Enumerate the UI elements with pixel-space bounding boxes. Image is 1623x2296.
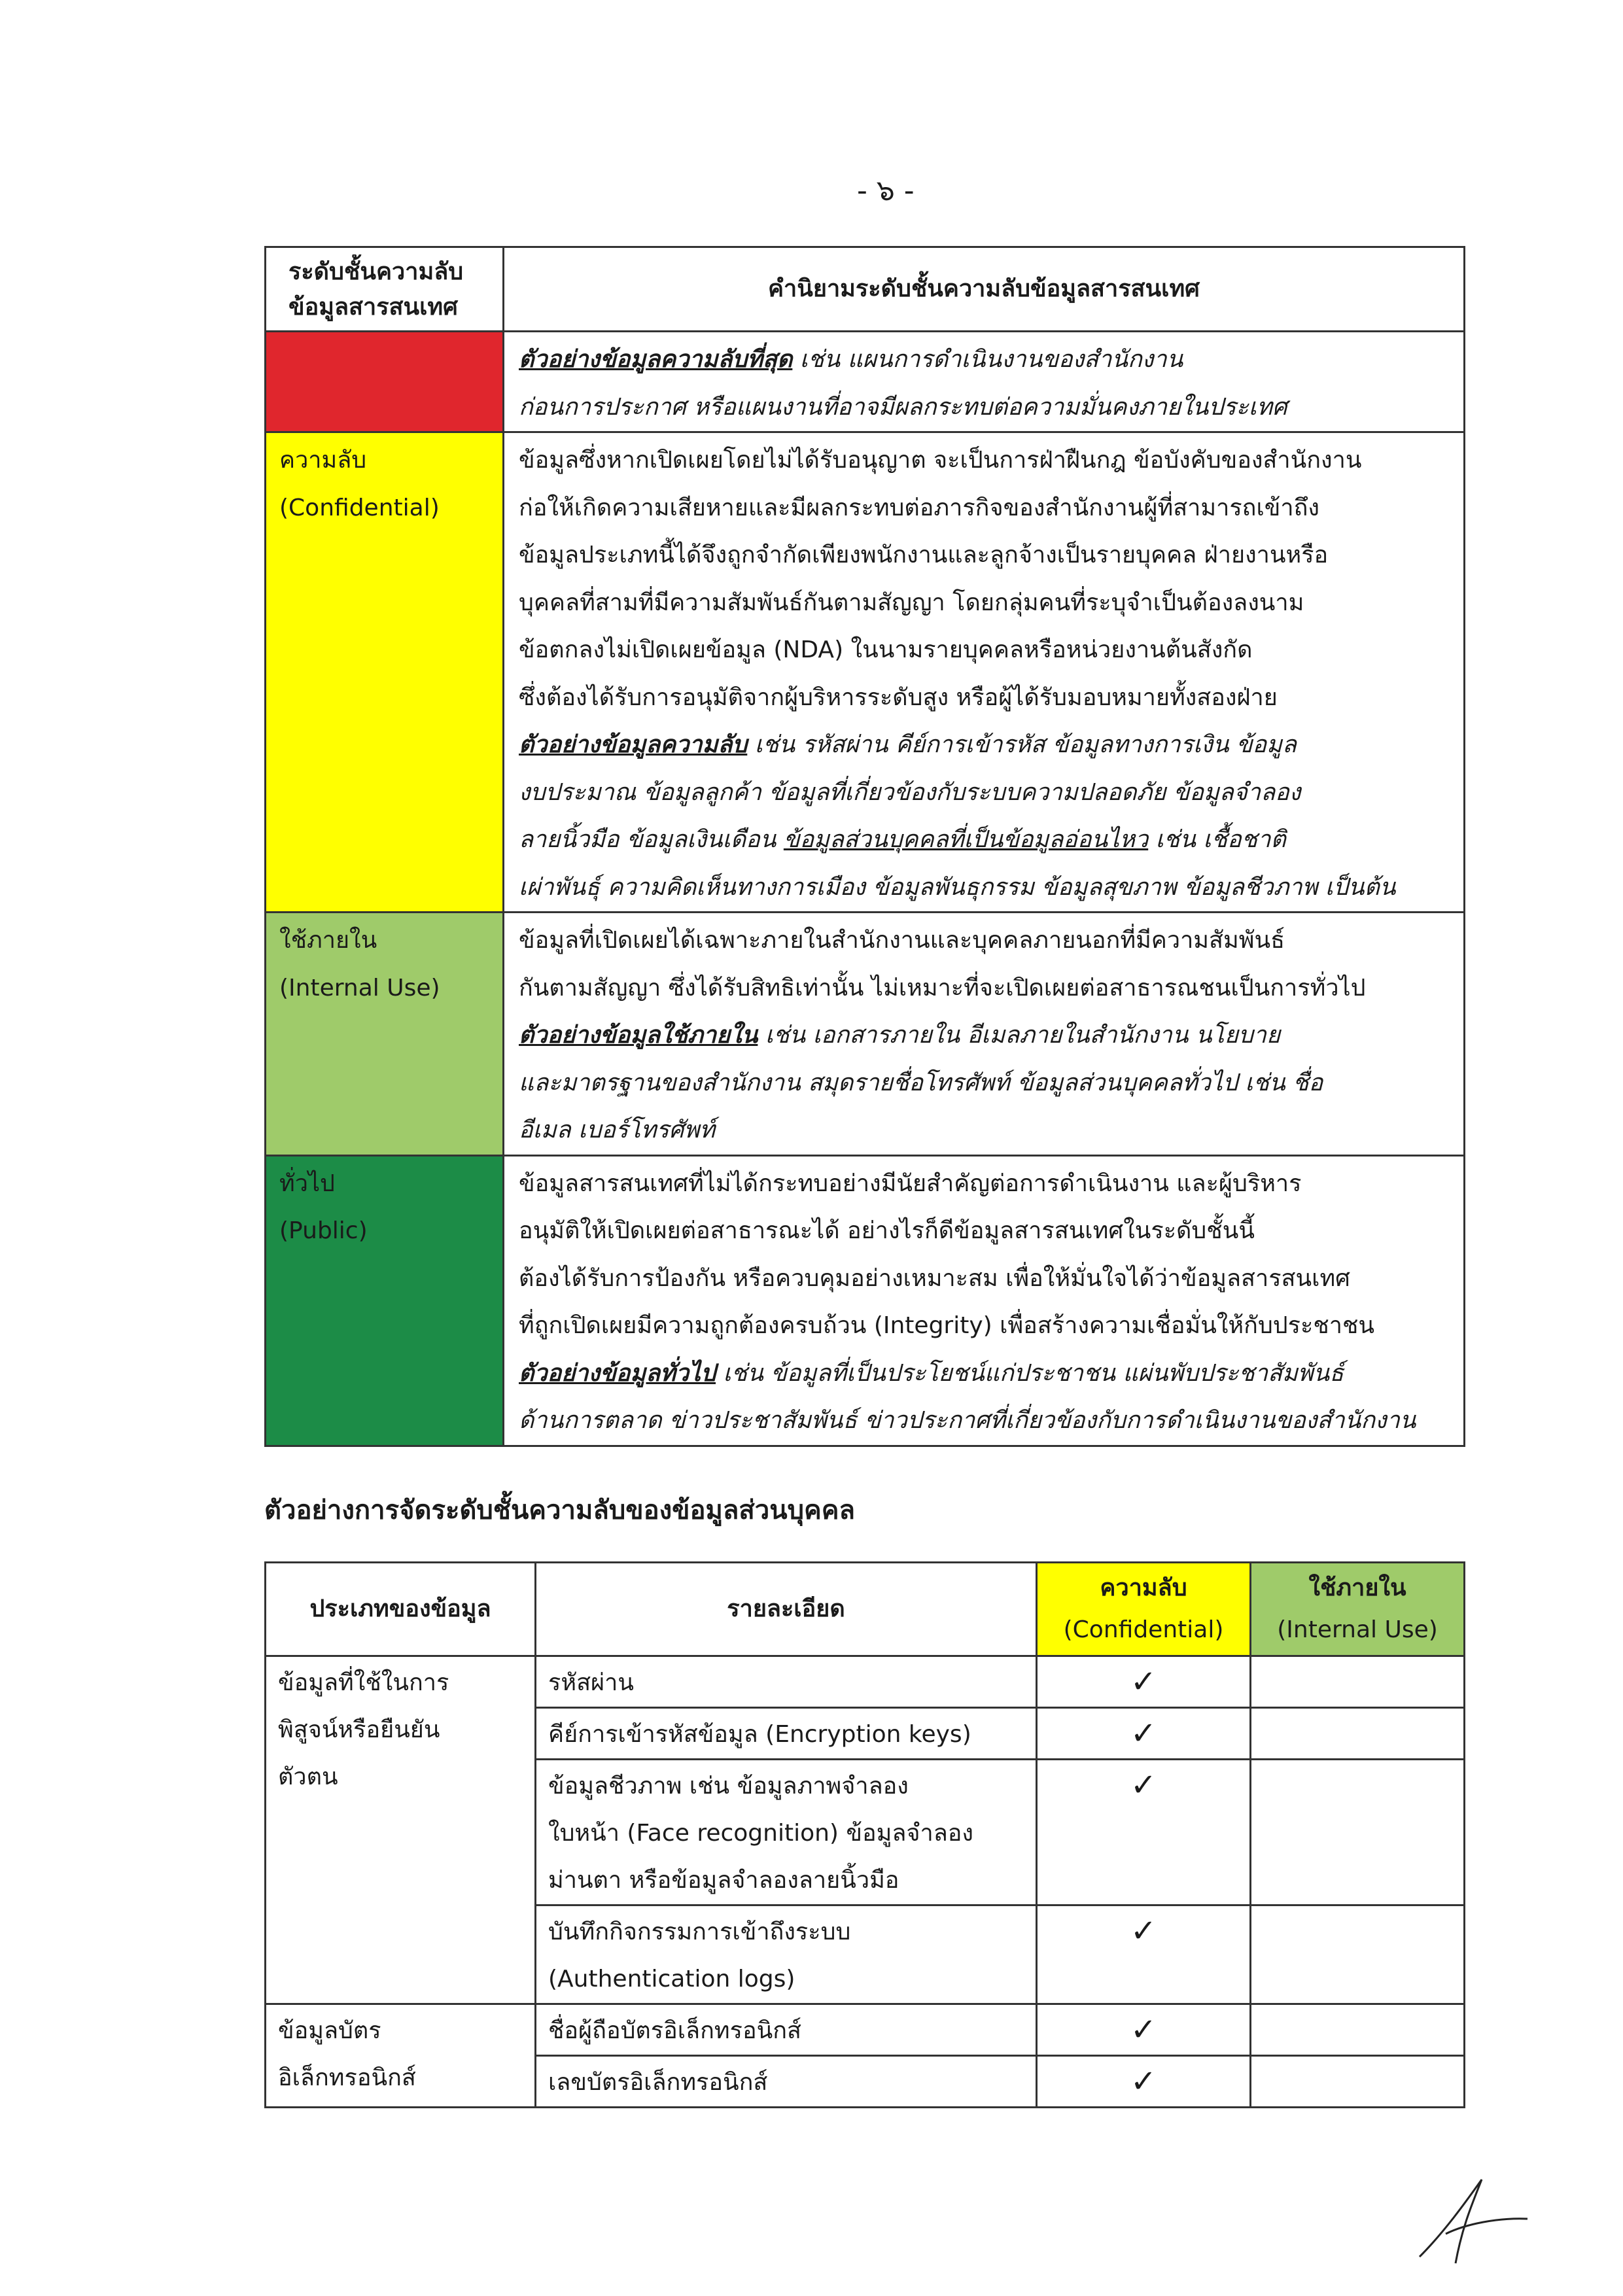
check-mark-icon: ✓ bbox=[1037, 1760, 1251, 1905]
definition-cell-top-secret: ตัวอย่างข้อมูลความลับที่สุด เช่น แผนการดำเนินงานของสำนักงาน ก่อนการประกาศ หรือแผนงานที่อาจมีผลกระทบต่อความมั่นคงภายในประเทศ bbox=[504, 332, 1465, 432]
sensitive-data-label: ข้อมูลส่วนบุคคลที่เป็นข้อมูลอ่อนไหว bbox=[783, 826, 1149, 853]
level-name: ใช้ภายใน bbox=[279, 927, 377, 954]
internal-cell-empty bbox=[1251, 1656, 1465, 1708]
row-confidential bbox=[266, 432, 1465, 913]
table-header-row bbox=[266, 1563, 1465, 1656]
level-name: ความลับ bbox=[279, 447, 367, 474]
level-en: (Public) bbox=[279, 1217, 368, 1244]
section-title: ตัวอย่างการจัดระดับชั้นความลับของข้อมูลส่วนบุคคล bbox=[264, 1495, 856, 1525]
check-mark-icon: ✓ bbox=[1037, 2056, 1251, 2108]
check-mark-icon: ✓ bbox=[1037, 1656, 1251, 1708]
header-definition-cell: คำนิยามระดับชั้นความลับข้อมูลสารสนเทศ bbox=[504, 247, 1465, 332]
definition-cell-public: ข้อมูลสารสนเทศที่ไม่ได้กระทบอย่างมีนัยสำคัญต่อการดำเนินงาน และผู้บริหาร อนุมัติให้เปิดเผยต่อสาธารณะได้ อย่างไรก็ดีข้อมูลสารสนเทศในระดับชั้นนี้ ต้องได้รับการป้องกัน หรือควบคุมอย่างเหมาะสม เพื่อให้มั่นใจได้ว่าข้อมูลสารสนเทศ ที่ถูกเปิดเผยมีความถูกต้องครบถ้วน (Integrity) เพื่อสร้างความเชื่อมั่นให้กับประชาชน ตัวอย่างข้อมูลทั่วไป เช่น ข้อมูลที่เป็นประโยชน์แก่ประชาชน แผ่นพับประชาสัมพันธ์ ด้านการตลาด ข่าวประชาสัมพันธ์ ข่าวประกาศที่เกี่ยวข้องกับการดำเนินงานของสำนักงาน bbox=[504, 1155, 1465, 1446]
internal-cell-empty bbox=[1251, 1708, 1465, 1760]
classification-definition-table bbox=[264, 246, 1465, 1447]
level-en: (Confidential) bbox=[279, 494, 440, 521]
table-row bbox=[266, 1656, 1465, 1708]
example-label: ตัวอย่างข้อมูลทั่วไป bbox=[519, 1359, 716, 1387]
header-type: ประเภทของข้อมูล bbox=[266, 1563, 536, 1656]
example-label: ตัวอย่างข้อมูลความลับที่สุด bbox=[519, 346, 793, 373]
internal-cell-empty bbox=[1251, 1760, 1465, 1905]
detail-cell: คีย์การเข้ารหัสข้อมูล (Encryption keys) bbox=[536, 1708, 1037, 1760]
detail-cell: ข้อมูลชีวภาพ เช่น ข้อมูลภาพจำลอง ใบหน้า (Face recognition) ข้อมูลจำลอง ม่านตา หรือข้อมูลจำลองลายนิ้วมือ bbox=[536, 1760, 1037, 1905]
table-row bbox=[266, 2004, 1465, 2056]
level-en: (Internal Use) bbox=[279, 974, 440, 1001]
page-number: - ๖ - bbox=[857, 174, 915, 207]
category-cell: ข้อมูลบัตร อิเล็กทรอนิกส์ bbox=[266, 2004, 536, 2108]
internal-cell-empty bbox=[1251, 2004, 1465, 2056]
personal-data-classification-table bbox=[264, 1561, 1465, 2108]
row-public bbox=[266, 1155, 1465, 1446]
detail-cell: บันทึกกิจกรรมการเข้าถึงระบบ (Authentication logs) bbox=[536, 1905, 1037, 2004]
internal-cell-empty bbox=[1251, 2056, 1465, 2108]
row-top-secret bbox=[266, 332, 1465, 432]
row-internal-use bbox=[266, 913, 1465, 1156]
header-internal-use: ใช้ภายใน (Internal Use) bbox=[1251, 1563, 1465, 1656]
header-detail: รายละเอียด bbox=[536, 1563, 1037, 1656]
detail-cell: ชื่อผู้ถือบัตรอิเล็กทรอนิกส์ bbox=[536, 2004, 1037, 2056]
header-confidential: ความลับ (Confidential) bbox=[1037, 1563, 1251, 1656]
level-cell-public bbox=[266, 1155, 504, 1446]
check-mark-icon: ✓ bbox=[1037, 1708, 1251, 1760]
detail-cell: เลขบัตรอิเล็กทรอนิกส์ bbox=[536, 2056, 1037, 2108]
table-header-row bbox=[266, 247, 1465, 332]
signature-mark bbox=[1406, 2172, 1537, 2270]
example-label: ตัวอย่างข้อมูลความลับ bbox=[519, 731, 748, 758]
definition-cell-confidential: ข้อมูลซึ่งหากเปิดเผยโดยไม่ได้รับอนุญาต จะเป็นการฝ่าฝืนกฎ ข้อบังคับของสำนักงาน ก่อให้เกิดความเสียหายและมีผลกระทบต่อภารกิจของสำนักงานผู้ที่สามารถเข้าถึง ข้อมูลประเภทนี้ได้จึงถูกจำกัดเพียงพนักงานและลูกจ้างเป็นรายบุคคล ฝ่ายงานหรือ บุคคลที่สามที่มีความสัมพันธ์กันตามสัญญา โดยกลุ่มคนที่ระบุจำเป็นต้องลงนาม ข้อตกลงไม่เปิดเผยข้อมูล (NDA) ในนามรายบุคคลหรือหน่วยงานต้นสังกัด ซึ่งต้องได้รับการอนุมัติจากผู้บริหารระดับสูง หรือผู้ได้รับมอบหมายทั้งสองฝ่าย ตัวอย่างข้อมูลความลับ เช่น รหัสผ่าน คีย์การเข้ารหัส ข้อมูลทางการเงิน ข้อมูล งบประมาณ ข้อมูลลูกค้า ข้อมูลที่เกี่ยวข้องกับระบบความปลอดภัย ข้อมูลจำลอง ลายนิ้วมือ ข้อมูลเงินเดือน ข้อมูลส่วนบุคคลที่เป็นข้อมูลอ่อนไหว เช่น เชื้อชาติ เผ่าพันธุ์ ความคิดเห็นทางการเมือง ข้อมูลพันธุกรรม ข้อมูลสุขภาพ ข้อมูลชีวภาพ เป็นต้น bbox=[504, 432, 1465, 913]
level-name: ทั่วไป bbox=[279, 1170, 335, 1197]
check-mark-icon: ✓ bbox=[1037, 1905, 1251, 2004]
check-mark-icon: ✓ bbox=[1037, 2004, 1251, 2056]
definition-cell-internal-use: ข้อมูลที่เปิดเผยได้เฉพาะภายในสำนักงานและบุคคลภายนอกที่มีความสัมพันธ์ กันตามสัญญา ซึ่งได้รับสิทธิเท่านั้น ไม่เหมาะที่จะเปิดเผยต่อสาธารณชนเป็นการทั่วไป ตัวอย่างข้อมูลใช้ภายใน เช่น เอกสารภายใน อีเมลภายในสำนักงาน นโยบาย และมาตรฐานของสำนักงาน สมุดรายชื่อโทรศัพท์ ข้อมูลส่วนบุคคลทั่วไป เช่น ชื่อ อีเมล เบอร์โทรศัพท์ bbox=[504, 913, 1465, 1156]
example-label: ตัวอย่างข้อมูลใช้ภายใน bbox=[519, 1022, 758, 1049]
internal-cell-empty bbox=[1251, 1905, 1465, 2004]
header-level-cell: ระดับชั้นความลับ ข้อมูลสารสนเทศ bbox=[266, 247, 504, 332]
level-cell-confidential bbox=[266, 432, 504, 913]
level-cell-top-secret bbox=[266, 332, 504, 432]
category-cell: ข้อมูลที่ใช้ในการ พิสูจน์หรือยืนยัน ตัวตน bbox=[266, 1656, 536, 2004]
detail-cell: รหัสผ่าน bbox=[536, 1656, 1037, 1708]
level-cell-internal-use bbox=[266, 913, 504, 1156]
